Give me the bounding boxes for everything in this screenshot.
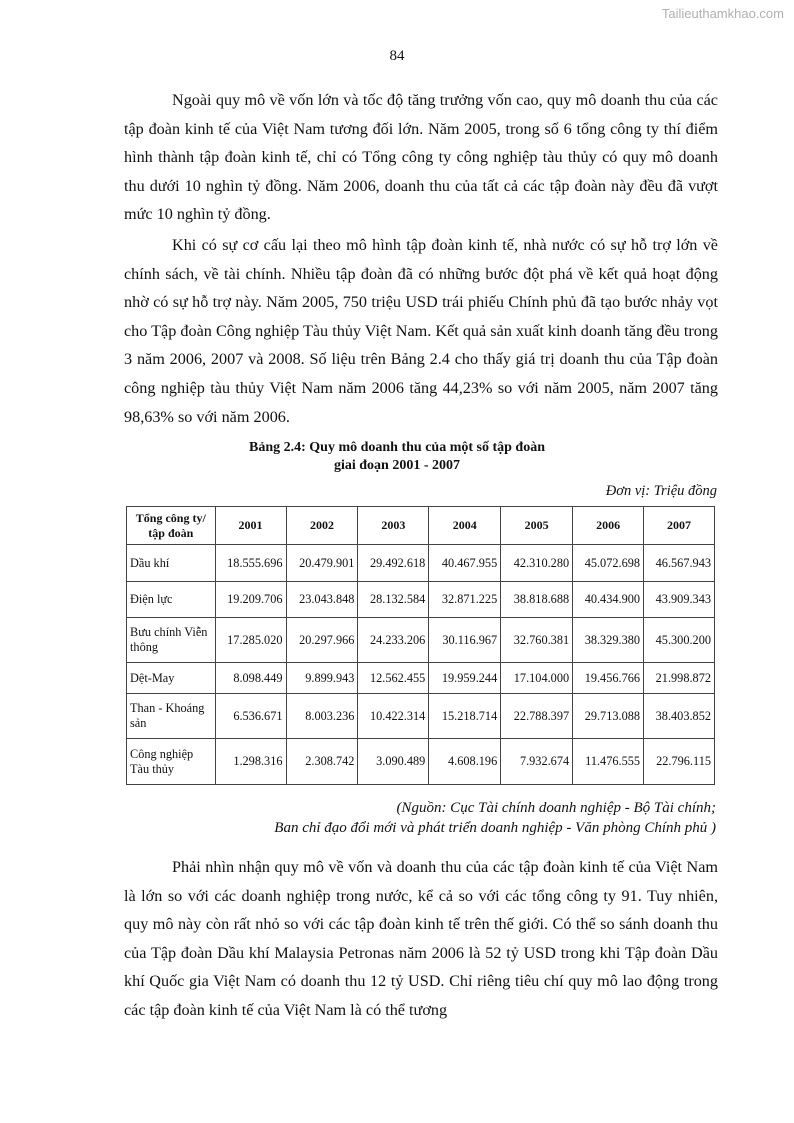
company-name: Công nghiệp Tàu thủy — [127, 739, 216, 785]
revenue-cell: 40.434.900 — [573, 582, 644, 618]
revenue-cell: 20.297.966 — [286, 618, 358, 663]
revenue-cell: 32.760.381 — [501, 618, 573, 663]
revenue-cell: 8.003.236 — [286, 694, 358, 739]
revenue-cell: 4.608.196 — [429, 739, 501, 785]
revenue-cell: 3.090.489 — [358, 739, 429, 785]
revenue-cell: 43.909.343 — [644, 582, 715, 618]
revenue-cell: 11.476.555 — [573, 739, 644, 785]
revenue-cell: 7.932.674 — [501, 739, 573, 785]
revenue-cell: 38.818.688 — [501, 582, 573, 618]
source-line2: Ban chỉ đạo đổi mới và phát triển doanh nghiệp - Văn phòng Chính phủ ) — [274, 820, 716, 836]
page-number: 84 — [389, 48, 405, 64]
revenue-cell: 15.218.714 — [429, 694, 501, 739]
header-year: 2007 — [644, 507, 715, 545]
watermark: Tailieuthamkhao.com — [661, 6, 784, 21]
revenue-cell: 46.567.943 — [644, 545, 715, 582]
table-row — [127, 694, 715, 739]
company-name: Điện lực — [127, 582, 216, 618]
revenue-cell: 19.209.706 — [215, 582, 286, 618]
revenue-cell: 42.310.280 — [501, 545, 573, 582]
header-year: 2001 — [215, 507, 286, 545]
revenue-cell: 17.104.000 — [501, 663, 573, 694]
revenue-cell: 32.871.225 — [429, 582, 501, 618]
table-source — [274, 798, 716, 838]
table-row — [127, 663, 715, 694]
revenue-cell: 17.285.020 — [215, 618, 286, 663]
revenue-cell: 23.043.848 — [286, 582, 358, 618]
header-year: 2003 — [358, 507, 429, 545]
revenue-cell: 19.959.244 — [429, 663, 501, 694]
table-row — [127, 739, 715, 785]
revenue-cell: 2.308.742 — [286, 739, 358, 785]
revenue-cell: 1.298.316 — [215, 739, 286, 785]
revenue-cell: 29.713.088 — [573, 694, 644, 739]
revenue-cell: 38.329.380 — [573, 618, 644, 663]
revenue-cell: 22.788.397 — [501, 694, 573, 739]
revenue-cell: 8.098.449 — [215, 663, 286, 694]
revenue-cell: 21.998.872 — [644, 663, 715, 694]
revenue-cell: 20.479.901 — [286, 545, 358, 582]
paragraph-comparison: Phải nhìn nhận quy mô về vốn và doanh thu của các tập đoàn kinh tế của Việt Nam là lớn so với các doanh nghiệp trong nước, kể cả so với các tổng công ty 91. Tuy nhiên, quy mô này còn rất nhỏ so với các tập đoàn kinh tế trên thế giới. Có thể so sánh doanh thu của Tập đoàn Dầu khí Malaysia Petronas năm 2006 là 52 tỷ USD trong khi Tập đoàn Dầu khí Quốc gia Việt Nam có doanh thu 12 tỷ USD. Chỉ riêng tiêu chí quy mô lao động trong các tập đoàn kinh tế của Việt Nam là có thể tương — [124, 858, 718, 1019]
paragraph-state-support: Khi có sự cơ cấu lại theo mô hình tập đoàn kinh tế, nhà nước có sự hỗ trợ lớn về chính sách, về tài chính. Nhiều tập đoàn đã có những bước đột phá về kết quả hoạt động nhờ có sự hỗ trợ này. Năm 2005, 750 triệu USD trái phiếu Chính phủ đã tạo bước nhảy vọt cho Tập đoàn Công nghiệp Tàu thủy Việt Nam. Kết quả sản xuất kinh doanh tăng đều trong 3 năm 2006, 2007 và 2008. Số liệu trên Bảng 2.4 cho thấy giá trị doanh thu của Tập đoàn công nghiệp tàu thủy Việt Nam năm 2006 tăng 44,23% so với năm 2005, năm 2007 tăng 98,63% so với năm 2006. — [124, 236, 718, 426]
company-name: Dệt-May — [127, 663, 216, 694]
revenue-cell: 38.403.852 — [644, 694, 715, 739]
table-title-line2: giai đoạn 2001 - 2007 — [333, 458, 460, 473]
revenue-table — [126, 506, 715, 785]
table-row — [127, 618, 715, 663]
paragraph-revenue-scale: Ngoài quy mô về vốn lớn và tốc độ tăng trưởng vốn cao, quy mô doanh thu của các tập đoàn kinh tế của Việt Nam tương đối lớn. Năm 2005, trong số 6 tổng công ty thí điểm hình thành tập đoàn kinh tế, chỉ có Tổng công ty công nghiệp tàu thủy có quy mô doanh thu dưới 10 nghìn tỷ đồng. Năm 2006, doanh thu của tất cả các tập đoàn này đều đã vượt mức 10 nghìn tỷ đồng. — [124, 91, 718, 224]
revenue-cell: 28.132.584 — [358, 582, 429, 618]
company-name: Dầu khí — [127, 545, 216, 582]
revenue-cell: 22.796.115 — [644, 739, 715, 785]
revenue-cell: 10.422.314 — [358, 694, 429, 739]
revenue-cell: 24.233.206 — [358, 618, 429, 663]
header-year: 2002 — [286, 507, 358, 545]
revenue-cell: 29.492.618 — [358, 545, 429, 582]
revenue-cell: 45.072.698 — [573, 545, 644, 582]
revenue-cell: 19.456.766 — [573, 663, 644, 694]
table-title-line1: Bảng 2.4: Quy mô doanh thu của một số tập đoàn — [248, 440, 545, 455]
revenue-cell: 45.300.200 — [644, 618, 715, 663]
company-name: Than - Khoáng sản — [127, 694, 216, 739]
revenue-cell: 30.116.967 — [429, 618, 501, 663]
source-line1: (Nguồn: Cục Tài chính doanh nghiệp - Bộ Tài chính; — [396, 800, 716, 816]
header-year: 2006 — [573, 507, 644, 545]
table-row — [127, 545, 715, 582]
header-year: 2004 — [429, 507, 501, 545]
header-year: 2005 — [501, 507, 573, 545]
revenue-cell: 9.899.943 — [286, 663, 358, 694]
revenue-cell: 40.467.955 — [429, 545, 501, 582]
table-title — [0, 439, 794, 475]
header-company: Tổng công ty/ tập đoàn — [127, 507, 216, 545]
company-name: Bưu chính Viễn thông — [127, 618, 216, 663]
revenue-cell: 18.555.696 — [215, 545, 286, 582]
table-row — [127, 582, 715, 618]
table-header-row — [127, 507, 715, 545]
revenue-cell: 12.562.455 — [358, 663, 429, 694]
revenue-cell: 6.536.671 — [215, 694, 286, 739]
table-unit: Đơn vị: Triệu đồng — [605, 483, 717, 499]
